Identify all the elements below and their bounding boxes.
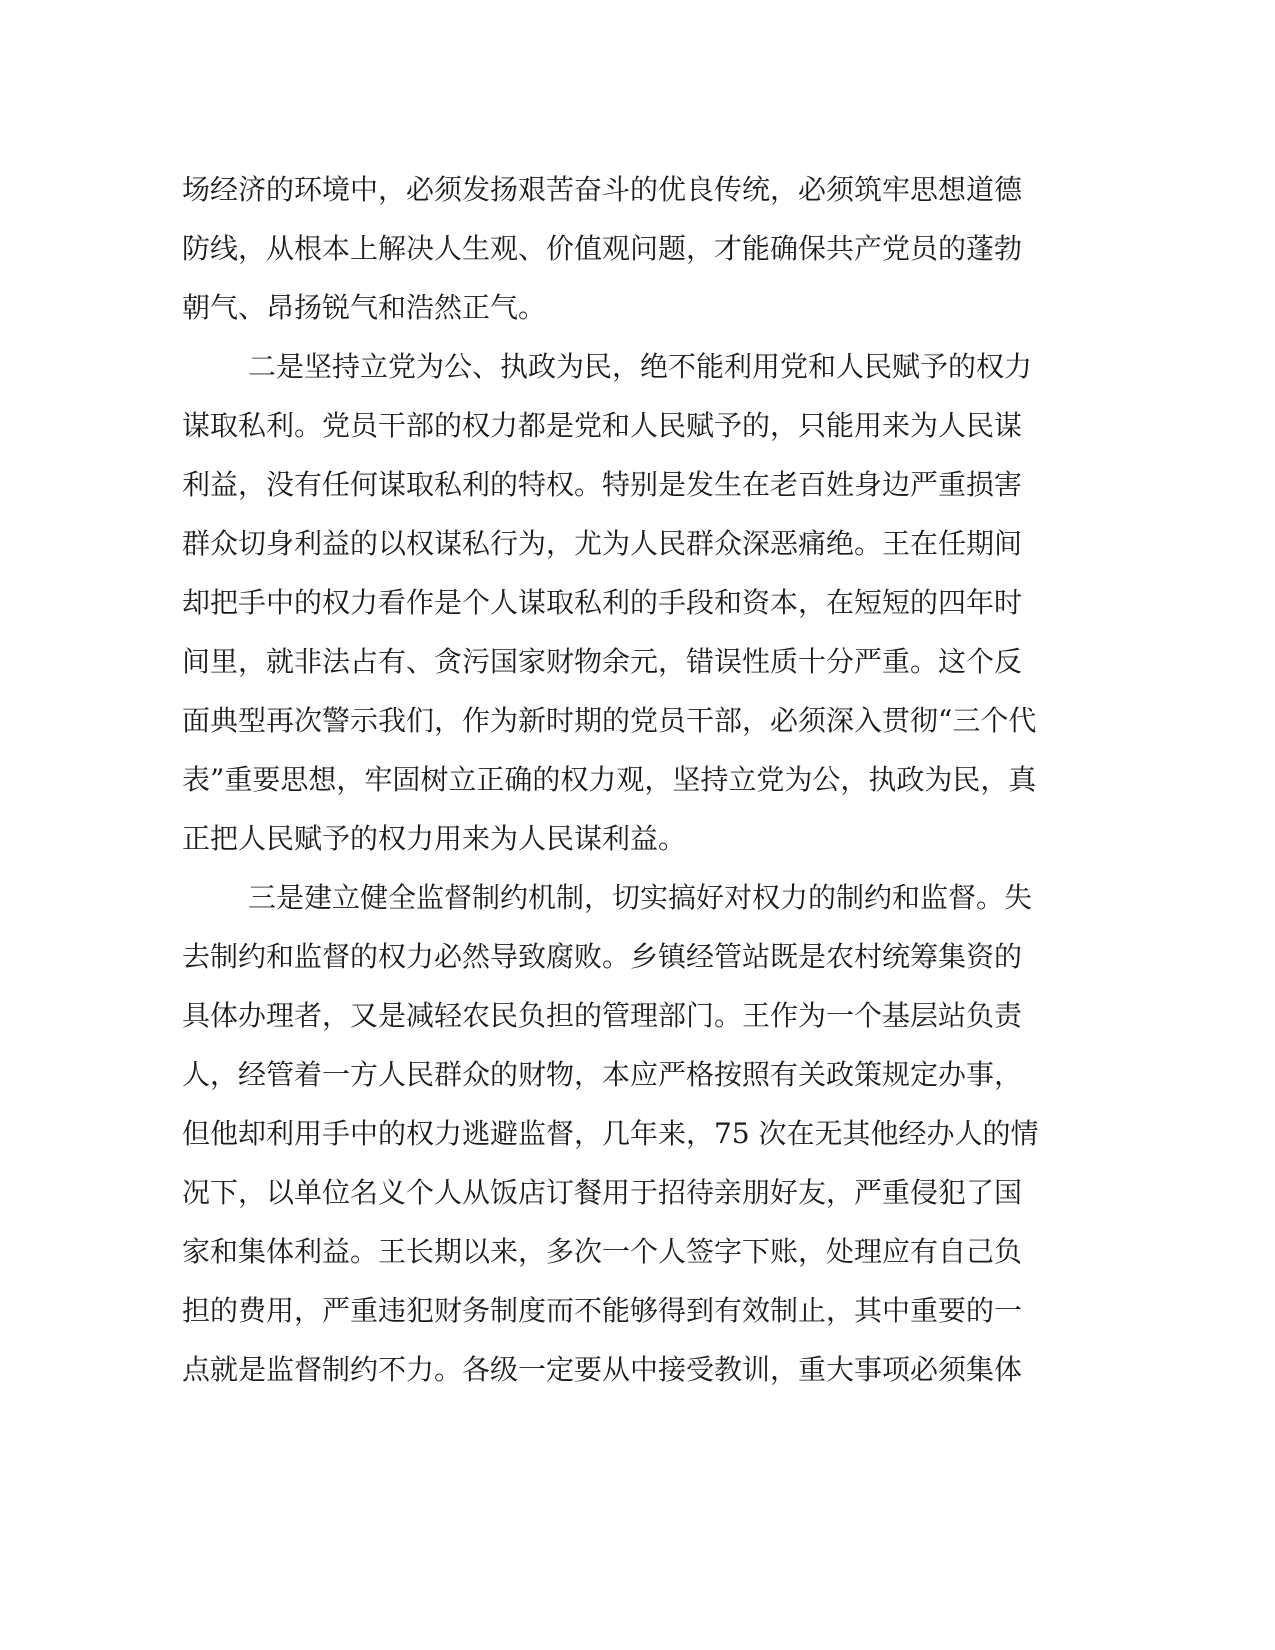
text-line: 却把手中的权力看作是个人谋取私利的手段和资本，在短短的四年时 xyxy=(182,586,1023,619)
text-line: 防线，从根本上解决人生观、价值观问题，才能确保共产党员的蓬勃 xyxy=(182,232,1023,265)
paragraph-2 xyxy=(182,337,1042,868)
text-line: 正把人民赋予的权力用来为人民谋利益。 xyxy=(182,822,687,855)
text-line: 三是建立健全监督制约机制，切实搞好对权力的制约和监督。失 xyxy=(248,881,1033,914)
paragraph-3 xyxy=(182,868,1042,1399)
paragraph-1 xyxy=(182,160,1042,337)
text-line: 人，经管着一方人民群众的财物，本应严格按照有关政策规定办事， xyxy=(182,1058,1023,1091)
text-line: 朝气、昂扬锐气和浩然正气。 xyxy=(182,291,547,324)
text-line: 但他却利用手中的权力逃避监督，几年来，75 次在无其他经办人的情 xyxy=(182,1117,1039,1150)
text-line: 家和集体利益。王长期以来，多次一个人签字下账，处理应有自己负 xyxy=(182,1235,1023,1268)
text-line: 谋取私利。党员干部的权力都是党和人民赋予的，只能用来为人民谋 xyxy=(182,409,1023,442)
text-line: 表”重要思想，牢固树立正确的权力观，坚持立党为公，执政为民，真 xyxy=(182,763,1037,796)
document-body xyxy=(182,160,1042,1399)
text-line: 况下，以单位名义个人从饭店订餐用于招待亲朋好友，严重侵犯了国 xyxy=(182,1176,1023,1209)
text-line: 二是坚持立党为公、执政为民，绝不能利用党和人民赋予的权力 xyxy=(248,350,1033,383)
text-line: 担的费用，严重违犯财务制度而不能够得到有效制止，其中重要的一 xyxy=(182,1294,1023,1327)
text-line: 间里，就非法占有、贪污国家财物余元，错误性质十分严重。这个反 xyxy=(182,645,1023,678)
text-line: 群众切身利益的以权谋私行为，尤为人民群众深恶痛绝。王在任期间 xyxy=(182,527,1023,560)
text-line: 去制约和监督的权力必然导致腐败。乡镇经管站既是农村统筹集资的 xyxy=(182,940,1023,973)
text-line: 具体办理者，又是减轻农民负担的管理部门。王作为一个基层站负责 xyxy=(182,999,1023,1032)
text-line: 点就是监督制约不力。各级一定要从中接受教训，重大事项必须集体 xyxy=(182,1353,1023,1386)
text-line: 场经济的环境中，必须发扬艰苦奋斗的优良传统，必须筑牢思想道德 xyxy=(182,173,1023,206)
text-line: 利益，没有任何谋取私利的特权。特别是发生在老百姓身边严重损害 xyxy=(182,468,1023,501)
text-line: 面典型再次警示我们，作为新时期的党员干部，必须深入贯彻“三个代 xyxy=(182,704,1037,737)
